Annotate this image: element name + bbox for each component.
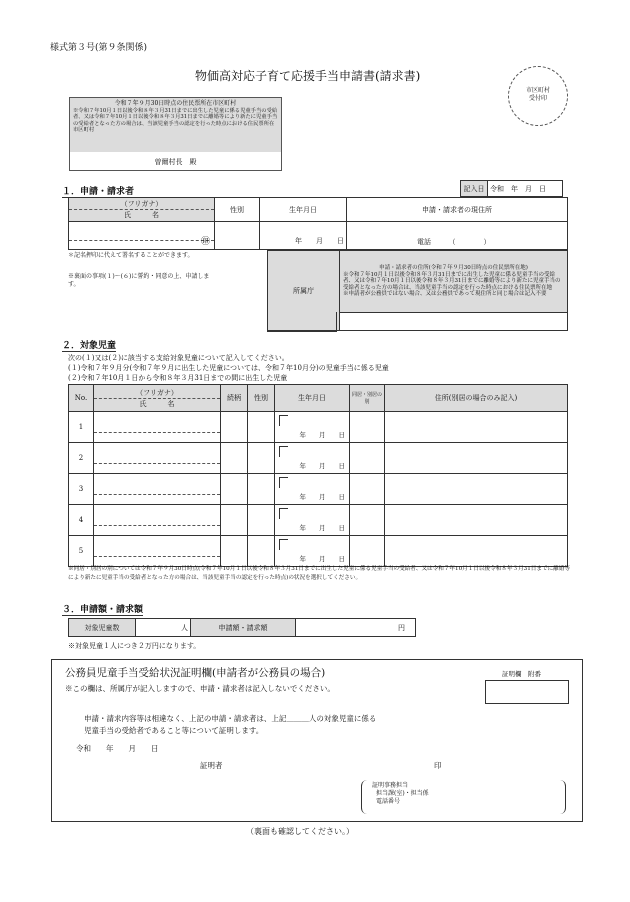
affiliation-address-field[interactable] xyxy=(340,313,568,331)
certifier-seal: 印 xyxy=(434,761,442,770)
col-birth: 生年月日 xyxy=(275,385,350,412)
child-birth-field[interactable] xyxy=(275,443,350,474)
reception-stamp xyxy=(508,66,568,126)
child-together-field[interactable] xyxy=(350,505,385,536)
addressee-line1: 令和７年９月30日時点の住民票所在市区町村 xyxy=(114,100,237,107)
section2-heading: ２．対象児童 xyxy=(62,341,117,351)
children-table xyxy=(68,384,568,567)
child-relation-field[interactable] xyxy=(221,443,248,474)
col-address: 住所(別居の場合のみ記入) xyxy=(385,385,568,412)
child-birth-value: 年 月 日 xyxy=(299,431,345,439)
entry-date-field[interactable]: 令和 年 月 日 xyxy=(488,181,563,197)
child-gender-field[interactable] xyxy=(248,474,275,505)
row-number: 3 xyxy=(69,474,94,505)
certificate-body1: 申請・請求内容等は相違なく、上記の申請・請求者は、上記＿＿＿人の対象児童に係る xyxy=(84,714,377,723)
child-relation-field[interactable] xyxy=(221,412,248,443)
form-number: 様式第３号(第９条関係) xyxy=(50,43,148,53)
gender-field[interactable] xyxy=(215,222,260,250)
child-address-field[interactable] xyxy=(385,536,568,567)
amount-label: 申請額・請求額 xyxy=(191,619,296,637)
certifier-label: 証明者 xyxy=(200,761,223,770)
col-relation: 続柄 xyxy=(221,385,248,412)
child-address-field[interactable] xyxy=(385,505,568,536)
child-birth-value: 年 月 日 xyxy=(299,462,345,470)
child-relation-field[interactable] xyxy=(221,536,248,567)
child-gender-field[interactable] xyxy=(248,412,275,443)
seal-mark: ㊞ xyxy=(200,237,210,247)
child-name-field[interactable] xyxy=(94,443,221,474)
table-row xyxy=(69,412,568,443)
contact-line1: 証明事務担当 xyxy=(372,782,409,789)
certificate-body2: 児童手当の受給者であること等について証明します。 xyxy=(84,726,264,735)
table-row xyxy=(69,474,568,505)
entry-date-label: 記入日 xyxy=(461,181,488,197)
section2-footnote: ※同居・別居の別については令和７年９月30日時点(令和７年10月１日以後令和８年３月31日までに出生した児童に係る児童手当の受給者、又は令和７年10月１日以後令和８年３月31日までに離婚等により新たに児童手当の受給者となった方の場合は、当該児童手当の認定を行った時点)の状況を選択してください。 xyxy=(68,566,570,581)
affiliation-name-field[interactable] xyxy=(267,312,337,332)
amount-table xyxy=(68,618,416,637)
section2-item2: (２)令和７年10月１日から令和８年３月31日までの間に出生した児童 xyxy=(68,374,288,382)
child-birth-field[interactable] xyxy=(275,412,350,443)
child-relation-field[interactable] xyxy=(221,474,248,505)
section2-item1: (１)令和７年９月分(令和７年９月に出生した児童については、令和７年10月分)の児童手当に係る児童 xyxy=(68,364,389,372)
amount-note: ※対象児童１人につき２万円になります。 xyxy=(68,642,201,650)
name-label: 氏 名 xyxy=(69,209,214,220)
col-name: 氏 名 xyxy=(94,398,220,409)
certificate-number-label: 証明欄 附番 xyxy=(502,670,541,678)
section3-heading: ３．申請額・請求額 xyxy=(62,605,144,615)
birth-header: 生年月日 xyxy=(260,198,347,222)
row-number: 5 xyxy=(69,536,94,567)
child-gender-field[interactable] xyxy=(248,536,275,567)
certificate-box xyxy=(51,659,583,822)
child-relation-field[interactable] xyxy=(221,505,248,536)
child-birth-field[interactable] xyxy=(275,536,350,567)
address-field[interactable]: 電話 （ ） xyxy=(347,222,568,250)
col-together: 同居・別居の別 xyxy=(350,385,385,412)
footer-note: （裏面も確認してください。） xyxy=(246,827,354,836)
row-number: 4 xyxy=(69,505,94,536)
count-label: 対象児童数 xyxy=(69,619,136,637)
certificate-number-field[interactable] xyxy=(485,680,569,704)
table-row xyxy=(69,536,568,567)
village-head: 曽爾村長 殿 xyxy=(154,158,197,166)
contact-bracket xyxy=(361,780,566,814)
stamp-label: 市区町村 受付印 xyxy=(525,87,550,102)
page-title: 物価高対応子育て応援手当申請書(請求書) xyxy=(195,69,421,83)
row-number: 2 xyxy=(69,443,94,474)
seal-note: ＊記名押印に代えて署名することができます。 xyxy=(68,252,194,259)
oath-note: ※裏面の事項(１)～(６)に誓約・同意の上、申請します。 xyxy=(68,273,210,288)
child-address-field[interactable] xyxy=(385,474,568,505)
child-name-field[interactable] xyxy=(94,505,221,536)
entry-date-table xyxy=(460,180,563,197)
furigana-label: （フリガナ） xyxy=(120,200,163,208)
contact-line3: 電話番号 xyxy=(376,798,401,805)
row-number: 1 xyxy=(69,412,94,443)
count-field[interactable]: 人 xyxy=(136,619,191,637)
child-name-field[interactable] xyxy=(94,536,221,567)
table-row xyxy=(69,443,568,474)
applicant-name-field[interactable] xyxy=(69,222,215,250)
contact-line2: 担当課(室)・担当係 xyxy=(376,790,429,797)
child-gender-field[interactable] xyxy=(248,505,275,536)
col-gender: 性別 xyxy=(248,385,275,412)
affiliation-label: 所属庁 xyxy=(268,251,340,331)
child-birth-field[interactable] xyxy=(275,505,350,536)
child-together-field[interactable] xyxy=(350,474,385,505)
addressee-box xyxy=(69,97,282,171)
certificate-title: 公務員児童手当受給状況証明欄(申請者が公務員の場合) xyxy=(65,667,326,679)
child-name-field[interactable] xyxy=(94,474,221,505)
child-together-field[interactable] xyxy=(350,536,385,567)
child-name-field[interactable] xyxy=(94,412,221,443)
address-note-title: 申請・請求者の住所(令和７年９月30日時点の住民票所在地) xyxy=(379,265,528,272)
child-birth-value: 年 月 日 xyxy=(299,555,345,563)
child-birth-value: 年 月 日 xyxy=(299,524,345,532)
col-no: No. xyxy=(69,385,94,412)
certificate-note: ※この欄は、所属庁が記入しますので、申請・請求者は記入しないでください。 xyxy=(65,684,335,693)
child-address-field[interactable] xyxy=(385,443,568,474)
birth-field[interactable]: 年 月 日 xyxy=(260,222,347,250)
address-note2: ※申請者が公務員ではない場合、又は公務員であって現住所と同じ場合は記入不要 xyxy=(343,291,547,298)
certificate-date[interactable]: 令和 年 月 日 xyxy=(76,744,159,753)
section2-intro: 次の(１)又は(２)に該当する支給対象児童について記入してください。 xyxy=(68,354,289,362)
addressee-line2: ※令和７年10月１日以後令和８年３月31日までに出生した児童に係る児童手当の受給者、又は令和７年10月１日以後令和８年３月31日までに離婚等により新たに児童手当の受給者となった方の場合は、当該児童手当の認定を行った時点における住民票所在市区町村 xyxy=(73,107,278,134)
address-note: ※令和７年10月１日以後令和８年３月31日までに出生した児童に係る児童手当の受給者、又は令和７年10月１日以後令和８年３月31日までに離婚等により新たに児童手当の受給者となった方の場合は、当該児童手当の認定を行った時点における住民票所在地 xyxy=(343,271,561,291)
section1-heading: １．申請・請求者 xyxy=(62,187,135,197)
child-together-field[interactable] xyxy=(350,443,385,474)
table-row xyxy=(69,505,568,536)
child-together-field[interactable] xyxy=(350,412,385,443)
gender-header: 性別 xyxy=(215,198,260,222)
child-address-field[interactable] xyxy=(385,412,568,443)
child-birth-value: 年 月 日 xyxy=(299,493,345,501)
child-gender-field[interactable] xyxy=(248,443,275,474)
applicant-table xyxy=(68,197,568,250)
address-header: 申請・請求者の現住所 xyxy=(347,198,568,222)
child-birth-field[interactable] xyxy=(275,474,350,505)
col-furigana: （フリガナ） xyxy=(136,388,178,397)
amount-field[interactable]: 円 xyxy=(296,619,416,637)
